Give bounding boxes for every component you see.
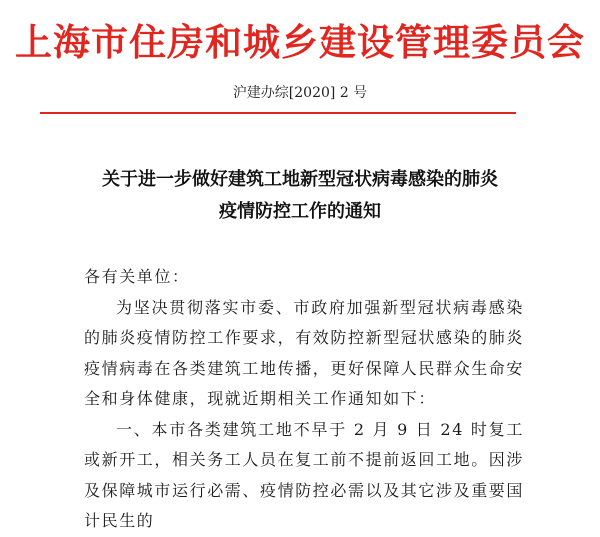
title-line-2: 疫情防控工作的通知 [219, 201, 381, 222]
title-line-1: 关于进一步做好建筑工地新型冠状病毒感染的肺炎 [102, 169, 498, 190]
red-divider-line [40, 112, 516, 114]
document-number: 沪建办综[2020] 2 号 [232, 85, 368, 101]
paragraph-2: 一、本市各类建筑工地不早于 2 月 9 日 24 时复工或新开工，相关务工人员在复工前不提前返回工地。因涉及保障城市运行必需、疫情防控必需以及其它涉及重要国计民生的 [84, 419, 525, 530]
paragraph-1: 为坚决贯彻落实市委、市政府加强新型冠状病毒感染的肺炎疫情防控工作要求，有效防控新型冠状感染的肺炎疫情病毒在各类建筑工地传播，更好保障人民群众生命安全和身体健康，现就近期相关工作通知如下： [84, 297, 525, 408]
salutation: 各有关单位： [84, 267, 190, 286]
organization-header: 上海市住房和城乡建设管理委员会 [15, 21, 585, 64]
notice-body [84, 262, 524, 537]
notice-title [0, 164, 600, 228]
